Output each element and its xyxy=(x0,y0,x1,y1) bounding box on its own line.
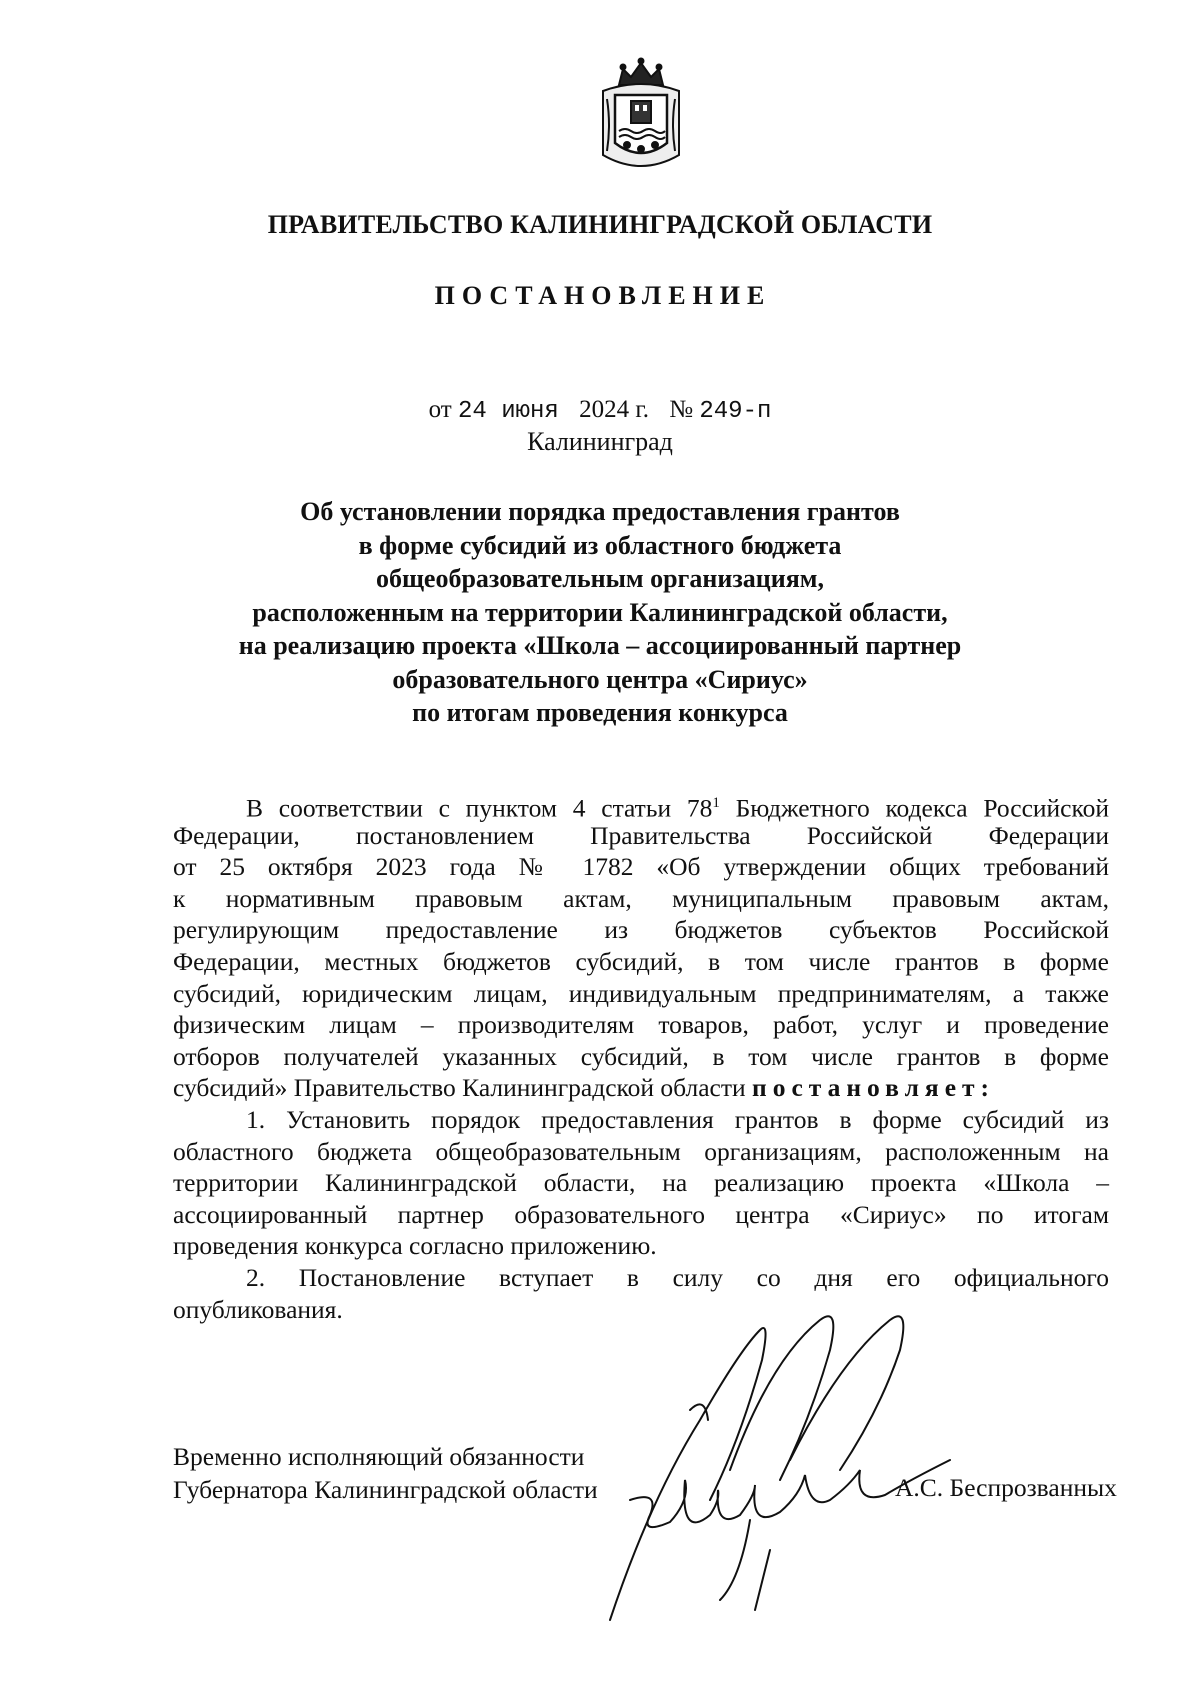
decree-date-number xyxy=(0,396,1200,425)
handwritten-signature xyxy=(590,1300,970,1630)
body-text: субсидий» Правительство Калининградской области xyxy=(173,1073,746,1103)
body-line: от 25 октября 2023 года № 1782 «Об утверждении общих требований xyxy=(173,852,1109,882)
body-line: регулирующим предоставление из бюджетов субъектов Российской xyxy=(173,915,1109,945)
decree-body xyxy=(173,788,1109,1325)
decree-city: Калининград xyxy=(527,427,673,456)
article-superscript: 1 xyxy=(712,795,720,811)
subject-line: общеобразовательным организациям, xyxy=(375,564,825,593)
body-line: отборов получателей указанных субсидий, в том числе грантов в форме xyxy=(173,1041,1109,1071)
position-line: Губернатора Калининградской области xyxy=(173,1475,598,1504)
subject-line: расположенным на территории Калининградской области, xyxy=(252,597,948,627)
subject-line: в форме субсидий из областного бюджета xyxy=(358,530,842,560)
subject-line: образовательного центра «Сириус» xyxy=(392,664,808,694)
body-line: Федерации, постановлением Правительства Российской Федерации xyxy=(173,820,1109,850)
body-line xyxy=(173,1072,1109,1104)
position-line: Временно исполняющий обязанности xyxy=(173,1442,585,1471)
body-line: Федерации, местных бюджетов субсидий, в том числе грантов в форме xyxy=(173,946,1109,976)
body-line xyxy=(173,788,1109,823)
from-label: от xyxy=(428,396,452,423)
body-line: к нормативным правовым актам, муниципальным правовым актам, xyxy=(173,883,1109,913)
decree-subject xyxy=(0,495,1200,730)
decree-number: 249-п xyxy=(699,398,772,425)
body-line: субсидий, юридическим лицам, индивидуальным предпринимателям, а также xyxy=(173,978,1109,1008)
body-line: физическим лицам – производителям товаров, работ, услуг и проведение xyxy=(173,1010,1109,1040)
signatory-position xyxy=(173,1440,598,1506)
number-sign: № xyxy=(669,396,694,423)
subject-line: по итогам проведения конкурса xyxy=(412,698,788,727)
signatory-name: А.С. Беспрозванных xyxy=(895,1473,1117,1502)
body-line: территории Калининградской области, на реализацию проекта «Школа – xyxy=(173,1168,1109,1198)
body-line: опубликования. xyxy=(173,1294,343,1324)
decree-date: 24 июня xyxy=(457,398,559,425)
subject-line: Об установлении порядка предоставления грантов xyxy=(300,497,900,526)
body-line: 2. Постановление вступает в силу со дня его официального xyxy=(246,1262,1109,1292)
coat-of-arms-emblem xyxy=(597,55,685,175)
body-text: Бюджетного кодекса Российской xyxy=(719,793,1109,823)
government-title: ПРАВИТЕЛЬСТВО КАЛИНИНГРАДСКОЙ ОБЛАСТИ xyxy=(267,210,933,239)
body-line: ассоциированный партнер образовательного центра «Сириус» по итогам xyxy=(173,1199,1109,1229)
body-line: 1. Установить порядок предоставления грантов в форме субсидий из xyxy=(246,1104,1109,1134)
body-line: областного бюджета общеобразовательным организациям, расположенным на xyxy=(173,1136,1109,1166)
resolves-word: постановляет: xyxy=(752,1073,996,1103)
body-line: проведения конкурса согласно приложению. xyxy=(173,1231,657,1261)
decree-year: 2024 г. xyxy=(579,396,649,423)
body-text: В соответствии с пунктом 4 статьи 78 xyxy=(246,793,713,823)
subject-line: на реализацию проекта «Школа – ассоциированный партнер xyxy=(238,631,962,660)
document-type-title: ПОСТАНОВЛЕНИЕ xyxy=(434,281,772,310)
